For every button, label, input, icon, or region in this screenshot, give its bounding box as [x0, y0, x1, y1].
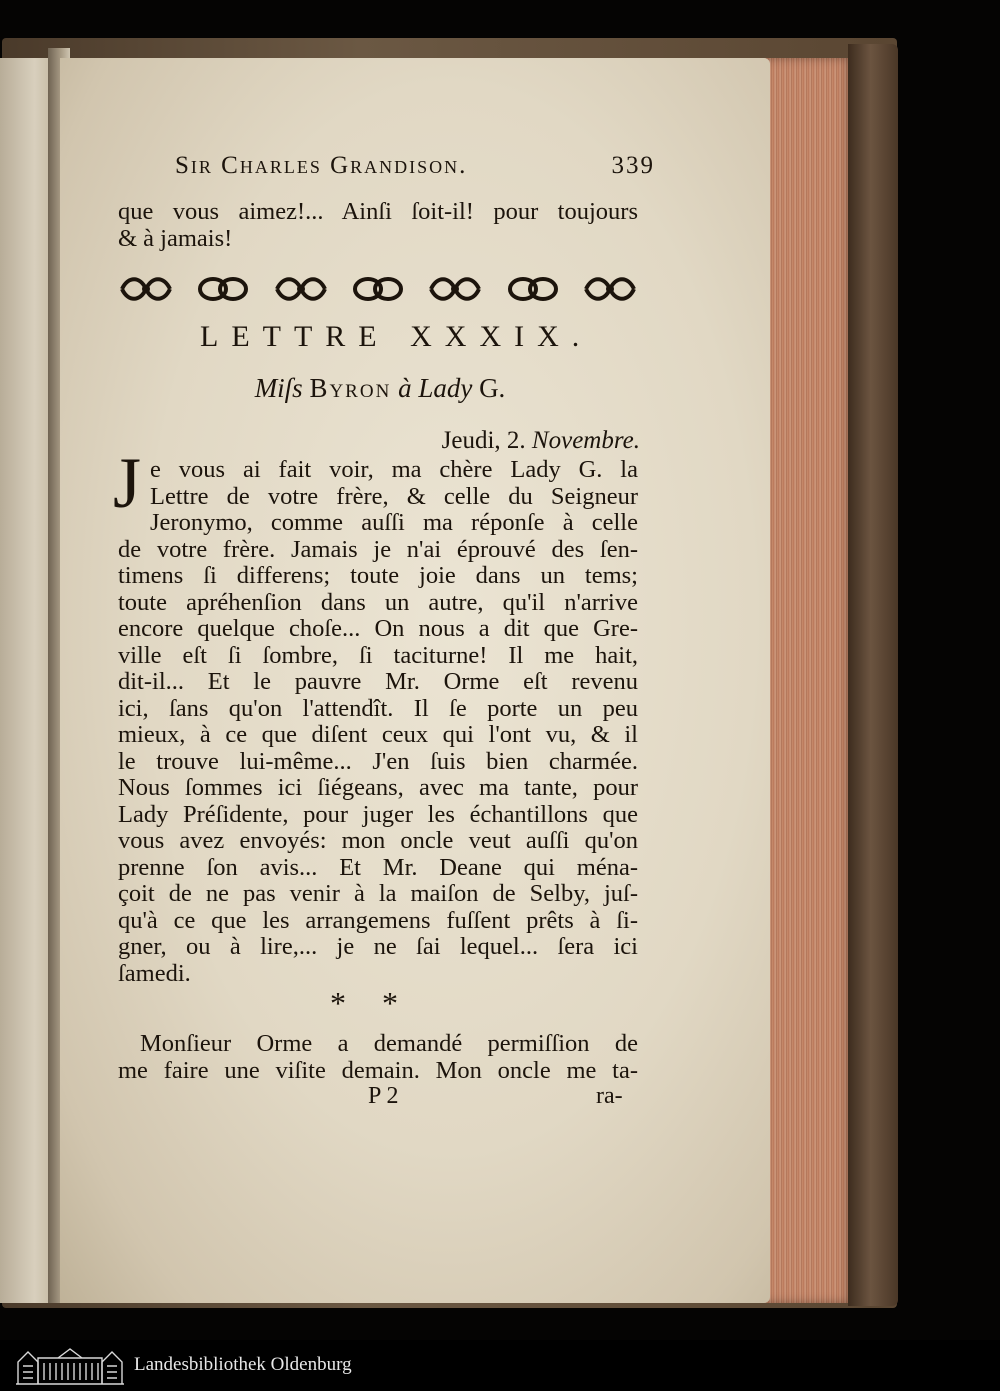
date-day: Jeudi, 2.: [441, 427, 526, 454]
page-number: 339: [611, 152, 655, 179]
book-spine: [848, 44, 898, 1306]
text-line: Monſieur Orme a demandé permiſſion de: [140, 1030, 638, 1057]
ornament-icon: [350, 274, 406, 304]
text-line: ſamedi.: [118, 959, 191, 987]
ornament-icon: [118, 274, 174, 304]
text-line: Jeronymo, comme auſſi ma réponſe à celle: [150, 509, 638, 536]
text-line: toute apréhenſion dans un autre, qu'il n'arrive: [118, 588, 638, 616]
letter-body-continued: [118, 1031, 638, 1084]
text-line: e vous ai fait voir, ma chère Lady G. la: [150, 456, 638, 483]
ornament-icon: [505, 274, 561, 304]
salutation-from: Miſs: [254, 373, 303, 403]
continued-text: [118, 199, 638, 252]
date-month: Novembre.: [531, 427, 640, 454]
drop-cap: J: [113, 443, 142, 523]
text-line: mieux, à ce que diſent ceux qui l'ont vu, & il: [118, 721, 638, 748]
text-line: le trouve lui-même... J'en ſuis bien charmée.: [118, 747, 638, 775]
salutation-connector: à: [398, 373, 412, 403]
catchword: ra-: [596, 1083, 623, 1109]
text-line: & à jamais!: [118, 224, 233, 252]
letter-body-indented: [150, 457, 638, 537]
text-line: que vous aimez!... Ainſi ſoit-il! pour toujours: [118, 198, 638, 225]
salutation-to-name: G.: [479, 373, 506, 403]
text-line: de votre frère. Jamais je n'ai éprouvé des ſen-: [118, 535, 638, 563]
page-edges: [762, 58, 854, 1303]
running-head-title: Sir Charles Grandison.: [175, 152, 468, 179]
letter-title: LETTRE XXXIX.: [200, 320, 593, 353]
text-line: Lady Préſidente, pour juger les échantillons que: [118, 800, 638, 828]
library-building-icon: [14, 1346, 126, 1386]
section-separator: * *: [330, 985, 412, 1021]
running-head: [175, 152, 655, 190]
dateline: [400, 427, 640, 459]
salutation-to: Lady: [418, 373, 473, 403]
text-line: prenne ſon avis... Et Mr. Deane qui ména-: [118, 853, 638, 881]
footer-bar: [0, 1340, 1000, 1391]
text-line: dit-il... Et le pauvre Mr. Orme eſt revenu: [118, 668, 638, 695]
signature-mark: P 2: [368, 1083, 399, 1109]
ornament-icon: [273, 274, 329, 304]
text-line: Lettre de votre frère, & celle du Seigneur: [150, 482, 638, 510]
text-line: me faire une viſite demain. Mon oncle me ta-: [118, 1056, 638, 1084]
letter-body: [118, 537, 638, 988]
text-line: gner, ou à lire,... je ne ſai lequel... ſera ici: [118, 933, 638, 960]
text-line: ici, ſans qu'on l'attendît. Il ſe porte un peu: [118, 694, 638, 722]
text-line: timens ſi differens; toute joie dans un tems;: [118, 562, 638, 589]
library-name: Landesbibliothek Oldenburg: [134, 1354, 352, 1375]
ornament-icon: [427, 274, 483, 304]
text-line: ville eſt ſi ſombre, ſi taciturne! Il me hait,: [118, 641, 638, 669]
ornament-icon: [195, 274, 251, 304]
decorative-ornament-band: [118, 272, 638, 306]
text-line: vous avez envoyés: mon oncle veut auſſi qu'on: [118, 827, 638, 854]
text-line: Nous ſommes ici ſiégeans, avec ma tante, pour: [118, 774, 638, 801]
text-line: çoit de ne pas venir à la maiſon de Selby, juſ-: [118, 880, 638, 907]
ornament-icon: [582, 274, 638, 304]
text-line: encore quelque choſe... On nous a dit que Gre-: [118, 615, 638, 642]
text-line: qu'à ce que les arrangemens fuſſent prêts à ſi-: [118, 906, 638, 934]
salutation: [210, 373, 550, 409]
salutation-from-name: Byron: [309, 373, 392, 403]
